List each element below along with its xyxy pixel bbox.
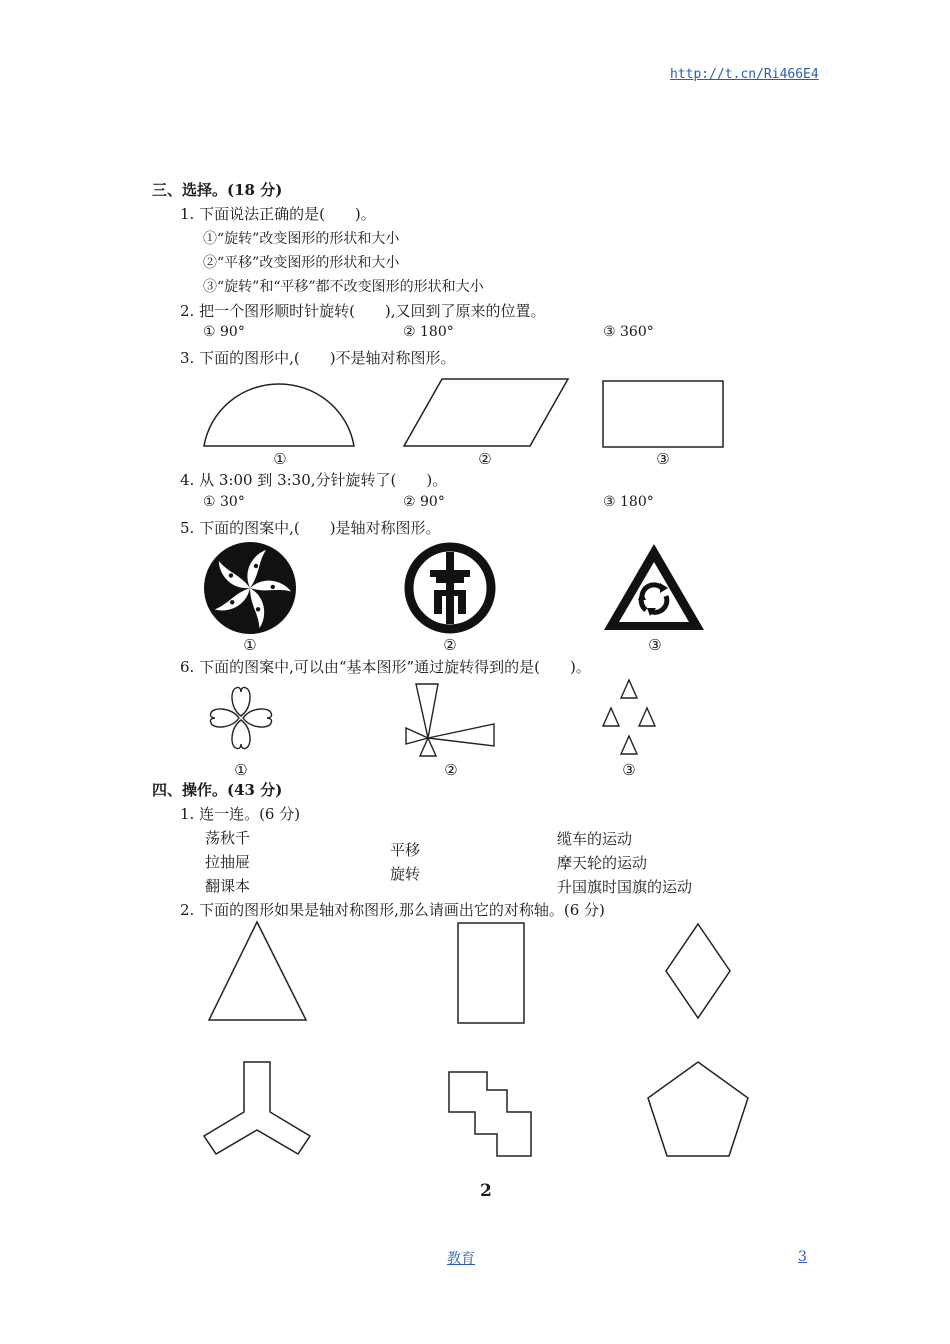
match-right-2: 摩天轮的运动 bbox=[557, 854, 648, 872]
tall-rectangle-figure bbox=[455, 920, 527, 1026]
q6-stem: 6. 下面的图案中,可以由“基本图形”通过旋转得到的是( )。 bbox=[180, 658, 591, 676]
q4-stem: 4. 从 3:00 到 3:30,分针旋转了( )。 bbox=[180, 471, 448, 489]
footer-link[interactable]: 教育 bbox=[447, 1251, 475, 1267]
four-heart-clover-pattern bbox=[200, 680, 282, 758]
section-3-title: 三、选择。(18 分) bbox=[152, 181, 283, 199]
q2-option-2: ② 180° bbox=[403, 324, 454, 340]
q1-option-2: ②“平移”改变图形的形状和大小 bbox=[203, 255, 400, 271]
parallelogram-figure bbox=[400, 375, 572, 450]
q3-label-1: ① bbox=[273, 450, 287, 468]
s4-q2-stem: 2. 下面的图形如果是轴对称图形,那么请画出它的对称轴。(6 分) bbox=[180, 901, 605, 919]
q5-label-1: ① bbox=[243, 636, 257, 654]
rhombus-figure bbox=[662, 920, 734, 1022]
q2-stem: 2. 把一个图形顺时针旋转( ),又回到了原来的位置。 bbox=[180, 302, 546, 320]
match-left-3: 翻课本 bbox=[205, 877, 251, 895]
roundabout-sign-emblem bbox=[600, 540, 708, 636]
q4-option-3: ③ 180° bbox=[603, 494, 654, 510]
match-right-3: 升国旗时国旗的运动 bbox=[557, 878, 693, 896]
match-middle-2: 旋转 bbox=[390, 865, 421, 883]
bauhinia-emblem bbox=[202, 540, 298, 636]
pentagon-figure bbox=[644, 1058, 752, 1160]
match-left-1: 荡秋千 bbox=[205, 829, 251, 847]
page-number: 2 bbox=[480, 1181, 492, 1201]
section-4-title: 四、操作。(43 分) bbox=[152, 781, 283, 799]
q4-option-2: ② 90° bbox=[403, 494, 445, 510]
s4-q1-stem: 1. 连一连。(6 分) bbox=[180, 805, 301, 823]
q6-label-2: ② bbox=[444, 761, 458, 779]
rectangle-figure bbox=[600, 378, 726, 450]
bank-logo-emblem bbox=[402, 540, 498, 636]
q1-option-1: ①“旋转”改变图形的形状和大小 bbox=[203, 231, 400, 247]
semicircle-figure bbox=[200, 368, 360, 450]
q1-option-3: ③“旋转”和“平移”都不改变图形的形状和大小 bbox=[203, 279, 484, 295]
q3-stem: 3. 下面的图形中,( )不是轴对称图形。 bbox=[180, 349, 456, 367]
q3-label-2: ② bbox=[478, 450, 492, 468]
q2-option-1: ① 90° bbox=[203, 324, 245, 340]
q5-label-2: ② bbox=[443, 636, 457, 654]
q3-label-3: ③ bbox=[656, 450, 670, 468]
staircase-figure bbox=[445, 1068, 537, 1160]
q4-option-1: ① 30° bbox=[203, 494, 245, 510]
match-middle-1: 平移 bbox=[390, 841, 421, 859]
four-triangles-pattern bbox=[598, 676, 660, 760]
triangle-figure bbox=[205, 918, 311, 1024]
page-link[interactable]: 3 bbox=[798, 1249, 807, 1265]
q5-stem: 5. 下面的图案中,( )是轴对称图形。 bbox=[180, 519, 441, 537]
q5-label-3: ③ bbox=[648, 636, 662, 654]
pinwheel-triangles-pattern bbox=[400, 680, 500, 760]
q6-label-3: ③ bbox=[622, 761, 636, 779]
q2-option-3: ③ 360° bbox=[603, 324, 654, 340]
match-left-2: 拉抽屉 bbox=[205, 853, 251, 871]
q6-label-1: ① bbox=[234, 761, 248, 779]
q1-stem: 1. 下面说法正确的是( )。 bbox=[180, 205, 376, 223]
header-url-link[interactable]: http://t.cn/Ri466E4 bbox=[670, 67, 819, 82]
three-arm-star-figure bbox=[200, 1058, 312, 1158]
match-right-1: 缆车的运动 bbox=[557, 830, 633, 848]
